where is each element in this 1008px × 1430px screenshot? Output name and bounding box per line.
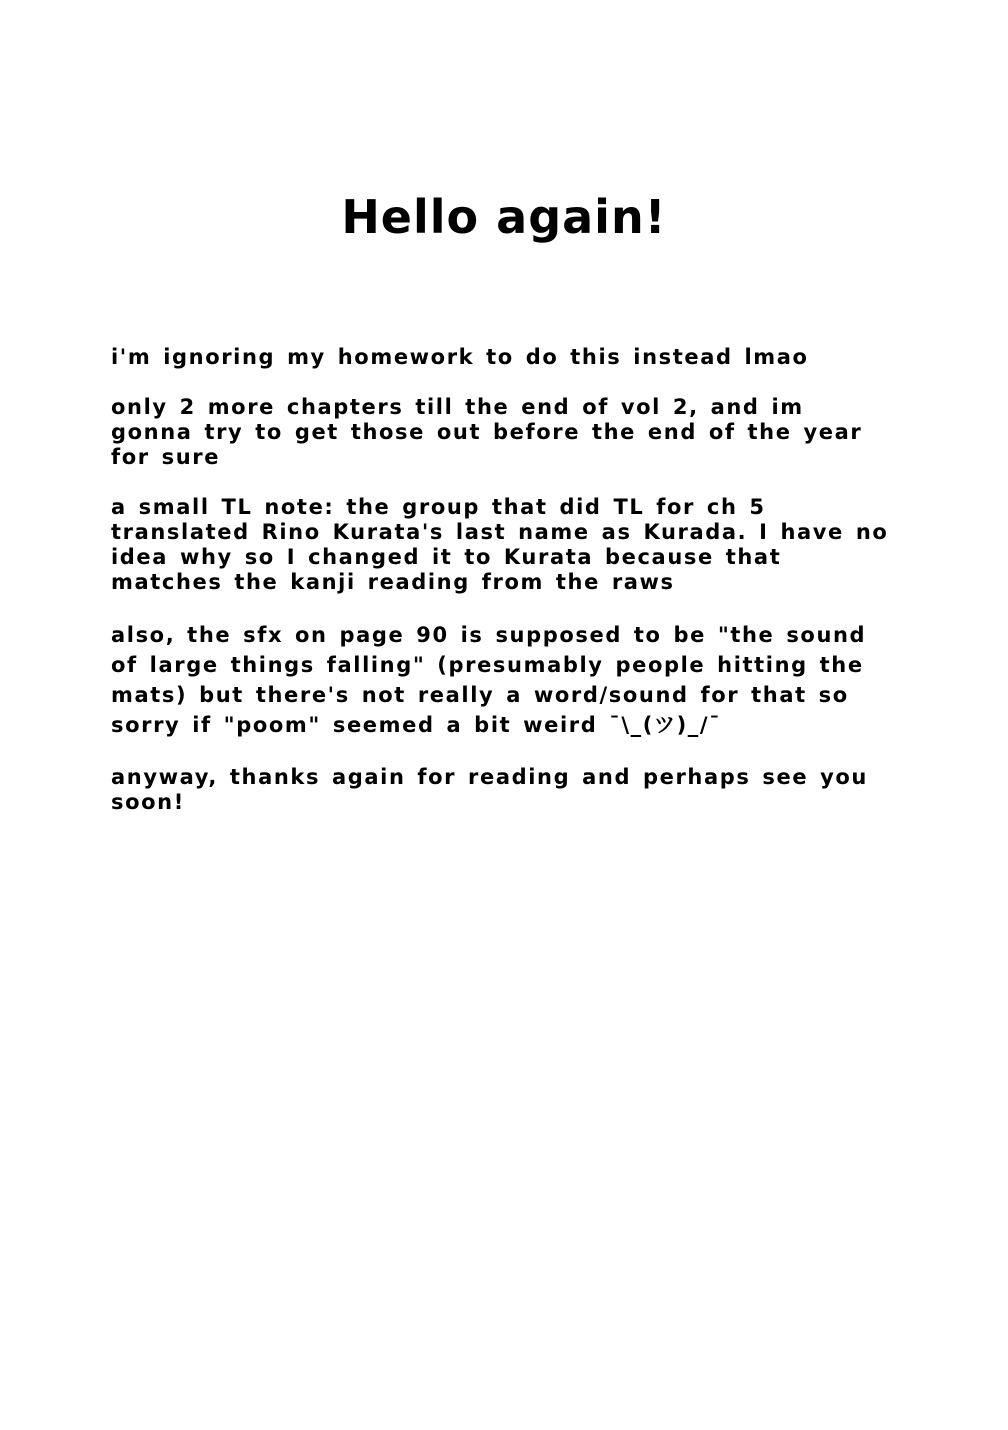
text-line: matches the kanji reading from the raws bbox=[111, 570, 675, 594]
text-line: soon! bbox=[111, 790, 185, 814]
paragraph-tl-note bbox=[111, 495, 931, 595]
text-line: idea why so I changed it to Kurata because that bbox=[111, 545, 782, 569]
text-line: anyway, thanks again for reading and perhaps see you bbox=[111, 765, 868, 789]
paragraph-chapters bbox=[111, 395, 931, 470]
text-line: gonna try to get those out before the end of the year bbox=[111, 420, 863, 444]
note-body bbox=[111, 345, 931, 840]
text-line: of large things falling" (presumably people hitting the bbox=[111, 653, 864, 677]
paragraph-closing bbox=[111, 765, 931, 815]
text-line: translated Rino Kurata's last name as Kurada. I have no bbox=[111, 520, 889, 544]
text-line: a small TL note: the group that did TL for ch 5 bbox=[111, 495, 766, 519]
text-line: i'm ignoring my homework to do this instead lmao bbox=[111, 345, 809, 369]
text-line: also, the sfx on page 90 is supposed to be "the sound bbox=[111, 623, 867, 647]
text-line: sorry if "poom" seemed a bit weird ¯\_(ツ)_/¯ bbox=[111, 713, 722, 737]
paragraph-sfx bbox=[111, 620, 931, 740]
text-line: for sure bbox=[111, 445, 221, 469]
text-line: only 2 more chapters till the end of vol 2, and im bbox=[111, 395, 804, 419]
text-line: mats) but there's not really a word/sound for that so bbox=[111, 683, 849, 707]
paragraph-homework bbox=[111, 345, 931, 370]
page-title: Hello again! bbox=[341, 190, 667, 244]
